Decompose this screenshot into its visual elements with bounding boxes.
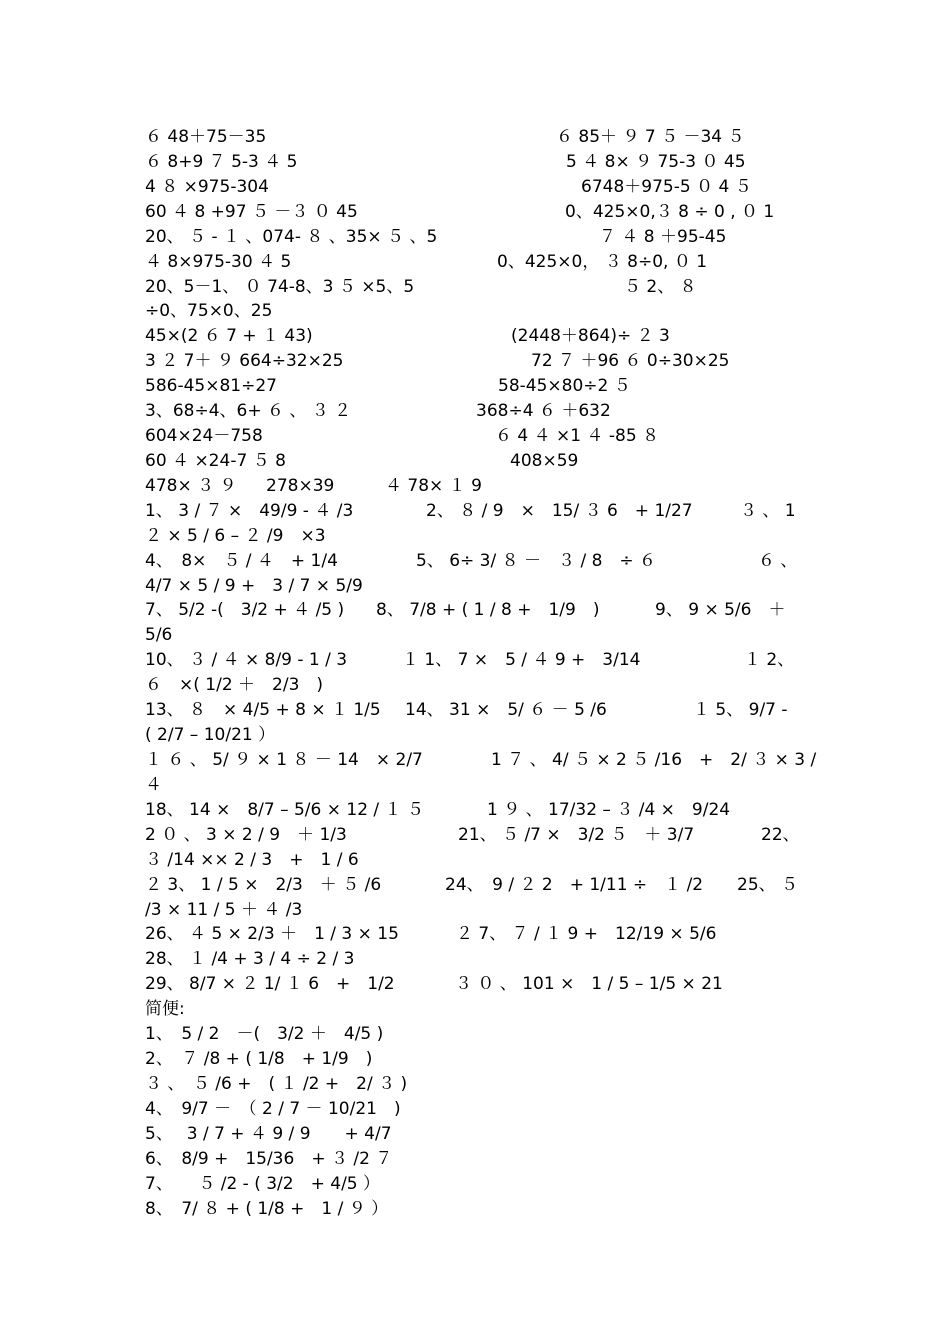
exercise-line: ６ 48＋75－35 xyxy=(145,127,267,147)
exercise-line: 5 ４ 8× ９ 75-3 ０ 45 xyxy=(566,151,746,172)
exercise-line: 408×59 xyxy=(510,450,579,471)
exercise-line: 25、 ５ xyxy=(737,874,799,895)
exercise-line: ６ 85＋ ９ 7 ５ －34 ５ xyxy=(556,127,745,147)
exercise-line: 7、 5/2 -( 3/2 + ４ /5 ) xyxy=(145,600,345,621)
exercise-line: 1、 3 / ７ × 49/9 - ４ /3 xyxy=(145,500,354,521)
exercise-line: 4 ８ ×975-304 xyxy=(145,176,269,197)
exercise-line: 1、 5 / 2 －( 3/2 ＋ 4/5 ) xyxy=(145,1024,384,1045)
exercise-line: 6、 8/9 + 15/36 + ３ /2 ７ xyxy=(145,1148,393,1169)
exercise-line: ４ xyxy=(145,774,162,795)
exercise-line: ( 2/7 – 10/21 ） xyxy=(145,725,276,746)
exercise-line: 28、 １ /4 + 3 / 4 ÷ 2 / 3 xyxy=(145,949,355,970)
exercise-line: 72 ７ ＋96 ６ 0÷30×25 xyxy=(531,351,730,372)
exercise-line: 24、 9 / ２ 2 + 1/11 ÷ １ /2 xyxy=(445,874,704,895)
exercise-line: 5、 3 / 7 + ４ 9 / 9 + 4/7 xyxy=(145,1123,392,1144)
exercise-line: ２ 7、 ７ / １ 9 + 12/19 × 5/6 xyxy=(456,924,717,945)
exercise-line: 4/7 × 5 / 9 + 3 / 7 × 5/9 xyxy=(145,575,363,596)
exercise-line: 6748＋975-5 ０ 4 ５ xyxy=(581,176,752,197)
exercise-line: 5/6 xyxy=(145,625,173,646)
exercise-line: １ 2、 xyxy=(744,650,795,671)
exercise-line: 45×(2 ６ 7 + １ 43) xyxy=(145,326,313,347)
exercise-line: ３ /14 ×× 2 / 3 + 1 / 6 xyxy=(145,849,359,870)
exercise-line: 简便: xyxy=(145,999,185,1020)
exercise-line: 3、68÷4、6+ ６ 、 ３ ２ xyxy=(145,401,352,422)
exercise-line: 478× ３ ９ xyxy=(145,475,237,496)
exercise-line: 604×24－758 xyxy=(145,426,263,447)
exercise-line: 14、 31 × 5/ ６ － 5 /6 xyxy=(405,700,607,721)
exercise-line: 586-45×81÷27 xyxy=(145,376,277,397)
exercise-line: 29、 8/7 × ２ 1/ １ 6 + 1/2 xyxy=(145,974,395,995)
exercise-line: /3 × 11 / 5 ＋ ４ /3 xyxy=(145,899,303,920)
exercise-line: 0、425×0,３ 8 ÷ 0 , ０ 1 xyxy=(565,201,775,222)
exercise-line: ４ 8×975-30 ４ 5 xyxy=(145,251,292,272)
exercise-line: ６ 8+9 ７ 5-3 ４ 5 xyxy=(145,151,298,172)
exercise-line: 2、 ８ / 9 × 15/ ３ 6 + 1/27 xyxy=(426,500,693,521)
exercise-line: 8、 7/8 + ( 1 / 8 + 1/9 ) xyxy=(376,600,600,621)
exercise-line: ÷0、75×0、25 xyxy=(145,301,273,322)
exercise-line: 20、 ５ - １ 、074- ８ 、35× ５ 、5 xyxy=(145,226,438,247)
exercise-line: １ ６ 、 5/ ９ × 1 ８ － 14 × 2/7 xyxy=(145,750,423,770)
exercise-line: 368÷4 ６ ＋632 xyxy=(476,401,611,422)
exercise-line: 22、 xyxy=(761,824,800,845)
exercise-line: 1 ７ 、 4/ ５ × 2 ５ /16 + 2/ ３ × 3 / xyxy=(491,750,817,770)
exercise-line: 5、 6÷ 3/ ８ － ３ / 8 ÷ ６ xyxy=(416,550,657,571)
exercise-line: ７ ４ 8 ＋95-45 xyxy=(599,226,727,247)
exercise-line: ３ 、 1 xyxy=(740,500,796,521)
exercise-line: １ 5、 9/7 - xyxy=(693,700,788,721)
exercise-line: 26、 ４ 5 × 2/3 ＋ 1 / 3 × 15 xyxy=(145,924,399,945)
exercise-line: (2448＋864)÷ ２ 3 xyxy=(511,326,670,347)
exercise-line: ６ 4 ４ ×1 ４ -85 ８ xyxy=(495,426,660,447)
exercise-line: 9、 9 × 5/6 ＋ xyxy=(655,600,786,621)
exercise-line: 4、 9/7 － （ 2 / 7 － 10/21 ) xyxy=(145,1098,401,1119)
exercise-line: 21、 ５ /7 × 3/2 ５ ＋ 3/7 xyxy=(458,824,695,845)
exercise-line: 278×39 xyxy=(266,475,335,496)
exercise-line: １ 1、 7 × 5 / ４ 9 + 3/14 xyxy=(402,650,641,671)
exercise-line: ３ 、 ５ /6 + ( １ /2 + 2/ ３ ) xyxy=(145,1073,408,1094)
exercise-line: 4、 8× ５ / ４ + 1/4 xyxy=(145,550,338,571)
exercise-line: ４ 78× １ 9 xyxy=(385,475,482,496)
exercise-line: ６ ×( 1/2 ＋ 2/3 ) xyxy=(145,675,324,696)
exercise-line: 0、425×0， ３ 8÷0, ０ 1 xyxy=(497,251,708,272)
exercise-line: 18、 14 × 8/7 – 5/6 × 12 / １ ５ xyxy=(145,799,424,820)
exercise-line: 2 ０ 、 3 × 2 / 9 ＋ 1/3 xyxy=(145,824,347,845)
exercise-line: 10、 ３ / ４ × 8/9 - 1 / 3 xyxy=(145,650,348,671)
exercise-line: 1 ９ 、 17/32 – ３ /4 × 9/24 xyxy=(487,799,731,820)
exercise-line: 7、 ５ /2 - ( 3/2 + 4/5 ） xyxy=(145,1173,381,1194)
exercise-line: 58-45×80÷2 ５ xyxy=(498,376,631,397)
exercise-line: ２ × 5 / 6 – ２ /9 ×3 xyxy=(145,525,326,546)
exercise-line: ２ 3、 1 / 5 × 2/3 ＋ ５ /6 xyxy=(145,874,382,895)
exercise-line: ６ 、 xyxy=(758,550,798,571)
exercise-line: 60 ４ ×24-7 ５ 8 xyxy=(145,450,286,471)
exercise-line: 20、5－1、 ０ 74-8、3 ５ ×5、5 xyxy=(145,276,415,297)
exercise-line: ５ 2、 ８ xyxy=(624,276,697,297)
exercise-line: 13、 ８ × 4/5 + 8 × １ 1/5 xyxy=(145,700,381,721)
exercise-line: 2、 ７ /8 + ( 1/8 + 1/9 ) xyxy=(145,1049,373,1070)
exercise-line: 3 ２ 7＋ ９ 664÷32×25 xyxy=(145,351,344,372)
exercise-line: 60 ４ 8 +97 ５ －３ ０ 45 xyxy=(145,201,358,222)
exercise-line: ３ ０ 、 101 × 1 / 5 – 1/5 × 21 xyxy=(455,974,723,995)
exercise-line: 8、 7/ ８ + ( 1/8 + 1 / ９ ） xyxy=(145,1198,389,1219)
